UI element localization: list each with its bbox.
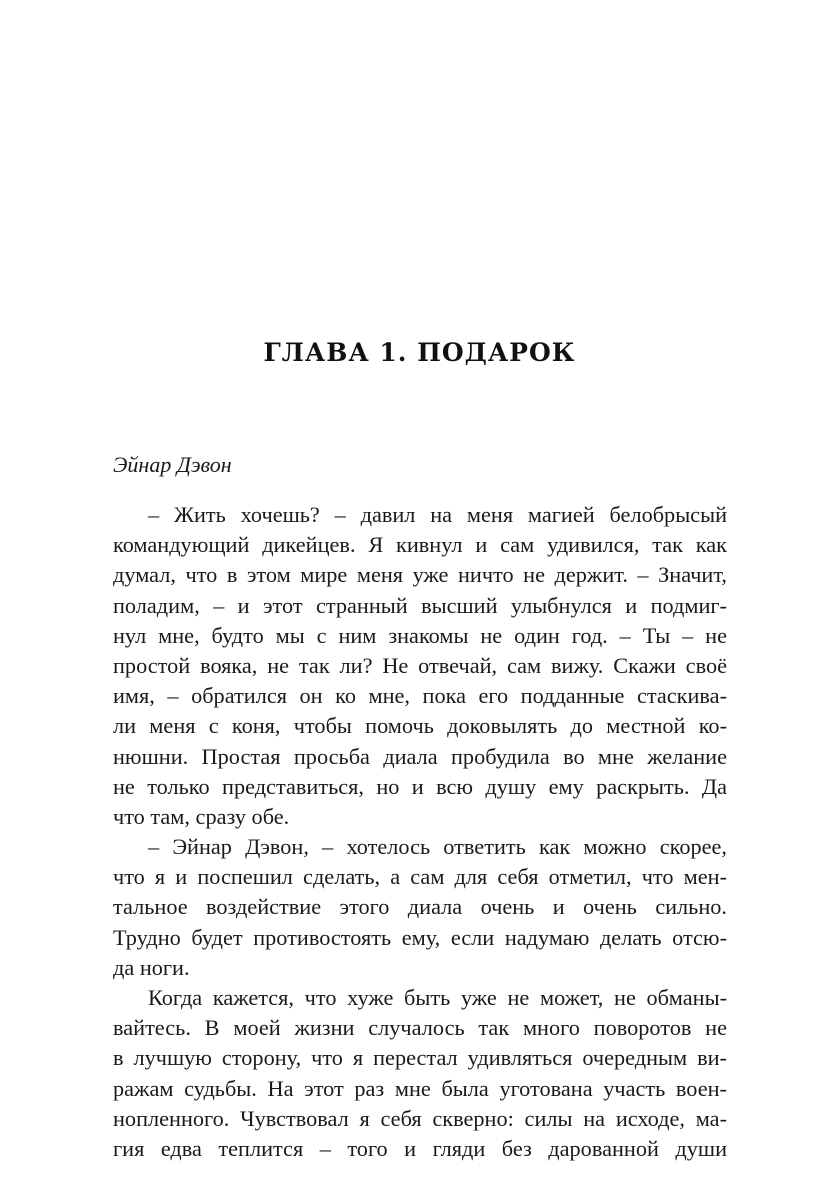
text-line: Трудно будет противостоять ему, если надумаю делать отсю-	[113, 924, 727, 950]
text-line: что там, сразу обе.	[113, 803, 290, 829]
chapter-body	[113, 500, 727, 1164]
text-line: поладим, – и этот странный высший улыбнулся и подмиг-	[113, 592, 727, 618]
text-line: имя, – обратился он ко мне, пока его подданные стаскива-	[113, 683, 727, 709]
text-line: ли меня с коня, чтобы помочь доковылять до местной ко-	[113, 713, 727, 739]
text-line: да ноги.	[113, 954, 190, 980]
text-line: тальное воздействие этого диала очень и очень сильно.	[113, 894, 727, 920]
text-line: думал, что в этом мире меня уже ничто не держит. – Значит,	[113, 562, 727, 588]
text-line: что я и поспешил сделать, а сам для себя отметил, что мен-	[113, 864, 727, 890]
text-line: командующий дикейцев. Я кивнул и сам удивился, так как	[113, 532, 727, 558]
text-line: вайтесь. В моей жизни случалось так много поворотов не	[113, 1015, 727, 1041]
text-line: – Эйнар Дэвон, – хотелось ответить как можно скорее,	[148, 834, 727, 860]
text-line: Когда кажется, что хуже быть уже не может, не обманы-	[148, 985, 727, 1010]
text-line: нул мне, будто мы с ним знакомы не один год. – Ты – не	[113, 622, 727, 648]
text-line: нопленного. Чувствовал я себя скверно: силы на исходе, ма-	[113, 1105, 727, 1131]
text-line: ражам судьбы. На этот раз мне была уготована участь воен-	[113, 1075, 727, 1101]
chapter-title: ГЛАВА 1. ПОДАРОК	[263, 338, 576, 367]
pov-character-name: Эйнар Дэвон	[113, 452, 232, 477]
text-line: в лучшую сторону, что я перестал удивляться очередным ви-	[113, 1045, 727, 1071]
text-line: простой вояка, не так ли? Не отвечай, сам вижу. Скажи своё	[113, 652, 727, 678]
text-line: – Жить хочешь? – давил на меня магией белобрысый	[148, 502, 727, 527]
text-line: нюшни. Простая просьба диала пробудила во мне желание	[113, 743, 727, 769]
text-line: не только представиться, но и всю душу ему раскрыть. Да	[113, 773, 727, 799]
text-line: гия едва теплится – того и гляди без дарованной души	[113, 1135, 727, 1161]
